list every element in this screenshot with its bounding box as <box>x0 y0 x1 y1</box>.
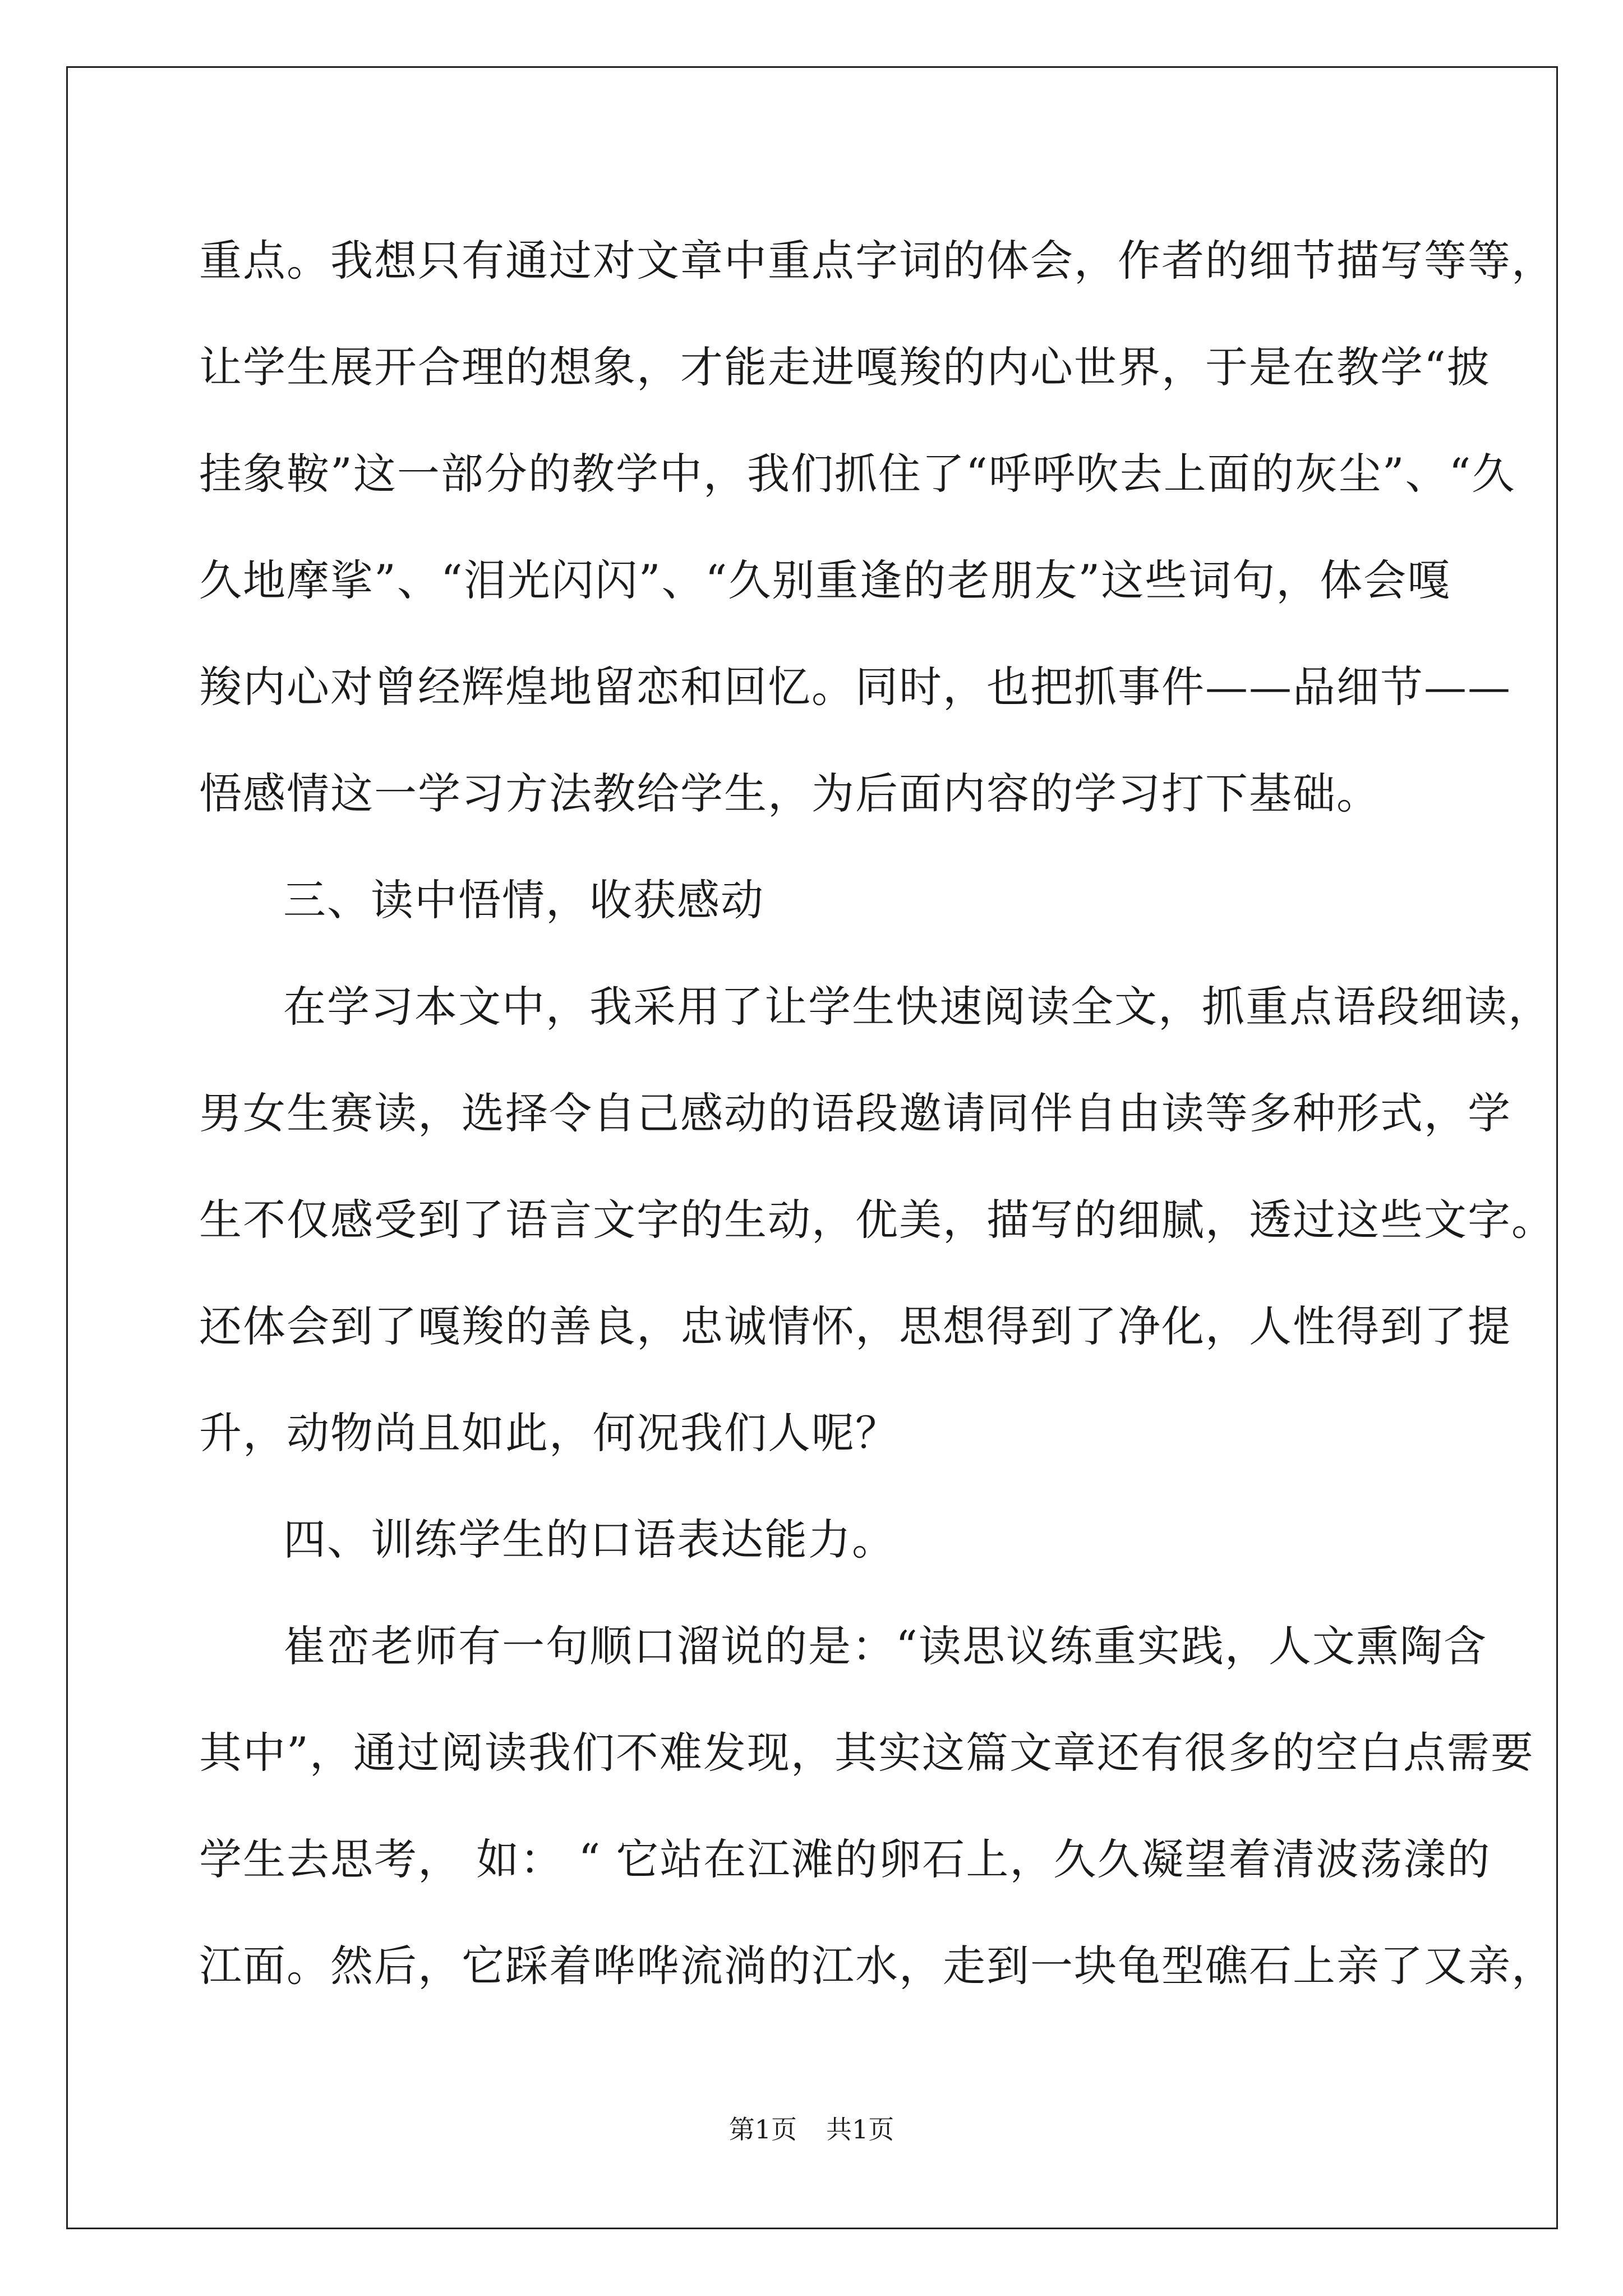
text-line: 生不仅感受到了语言文字的生动，优美，描写的细腻，透过这些文字。 <box>199 1195 1555 1245</box>
text-line: 在学习本文中，我采用了让学生快速阅读全文，抓重点语段细读， <box>283 982 1552 1032</box>
section-heading: 四、训练学生的口语表达能力。 <box>283 1515 896 1565</box>
text-line: 升，动物尚且如此，何况我们人呢？ <box>199 1408 899 1458</box>
page-number: 第1页 <box>728 2114 797 2145</box>
text-line: 重点。我想只有通过对文章中重点字词的体会，作者的细节描写等等， <box>199 236 1555 286</box>
document-body <box>199 208 1555 2019</box>
text-line: 学生去思考， 如： “ 它站在江滩的卵石上，久久凝望着清波荡漾的 <box>199 1834 1491 1884</box>
text-line: 让学生展开合理的想象，才能走进嘎羧的内心世界，于是在教学“披 <box>199 342 1491 392</box>
text-line: 崔峦老师有一句顺口溜说的是：“读思议练重实践，人文熏陶含 <box>283 1621 1487 1671</box>
text-line: 挂象鞍”这一部分的教学中，我们抓住了“呼呼吹去上面的灰尘”、“久 <box>199 449 1516 499</box>
text-line: 江面。然后，它踩着哗哗流淌的江水，走到一块龟型礁石上亲了又亲， <box>199 1941 1555 1991</box>
page-total: 共1页 <box>826 2114 895 2145</box>
page-footer <box>0 2109 1623 2146</box>
text-line: 羧内心对曾经辉煌地留恋和回忆。同时，也把抓事件——品细节—— <box>199 662 1511 712</box>
section-heading: 三、读中悟情，收获感动 <box>283 875 764 925</box>
text-line: 久地摩挲”、“泪光闪闪”、“久别重逢的老朋友”这些词句，体会嘎 <box>199 555 1451 605</box>
text-line: 还体会到了嘎羧的善良，忠诚情怀，思想得到了净化，人性得到了提 <box>199 1301 1511 1351</box>
text-line: 男女生赛读，选择令自己感动的语段邀请同伴自由读等多种形式，学 <box>199 1088 1511 1138</box>
text-line: 悟感情这一学习方法教给学生，为后面内容的学习打下基础。 <box>199 769 1380 818</box>
text-line: 其中”，通过阅读我们不难发现，其实这篇文章还有很多的空白点需要 <box>199 1728 1534 1778</box>
